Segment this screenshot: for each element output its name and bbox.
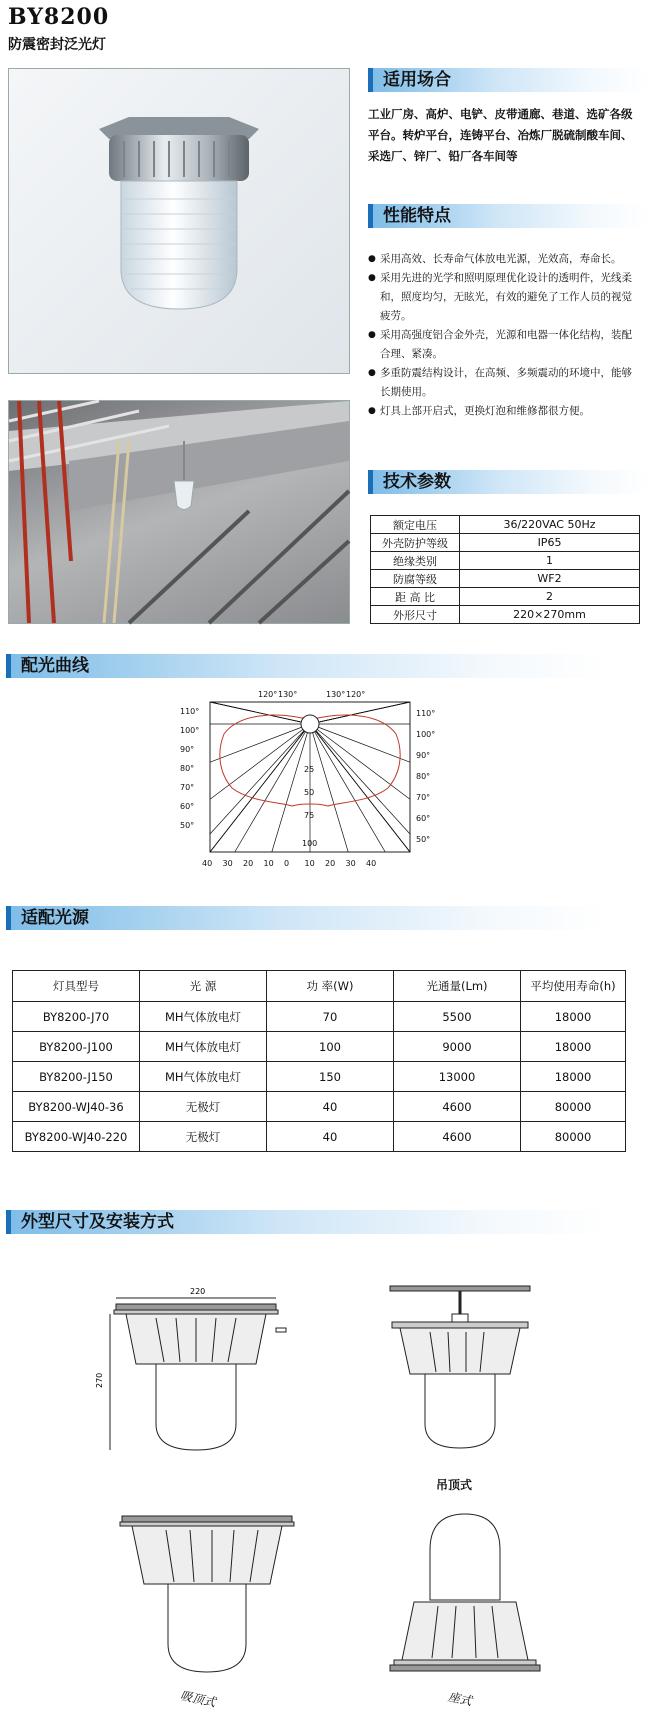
table-row (13, 1122, 626, 1152)
table-row (371, 552, 640, 570)
usage-text: 工业厂房、高炉、电铲、皮带通廊、巷道、选矿各级平台。转炉平台，连铸平台、冶炼厂脱硫制酸车间、采选厂、锌厂、铅厂各车间等 (368, 107, 633, 163)
feature-item: ● 多重防震结构设计，在高频、多频震动的环境中，能够长期使用。 (368, 364, 640, 402)
cell: BY8200-J70 (13, 1002, 140, 1032)
right-angle-label: 70° (416, 793, 431, 802)
cell: 9000 (394, 1032, 521, 1062)
right-angle-label: 100° (416, 730, 436, 739)
bottom-axis-label: 30 (345, 859, 356, 868)
top-angle-label: 120° (346, 690, 366, 699)
column-header: 光通量(Lm) (394, 971, 521, 1002)
top-angle-label: 130° (278, 690, 298, 699)
top-angle-label: 120° (258, 690, 278, 699)
curve-heading (6, 654, 611, 678)
bottom-axis-label: 10 (304, 859, 315, 868)
radial-label: 25 (304, 765, 315, 774)
column-header: 平均使用寿命(h) (521, 971, 626, 1002)
product-model: BY8200 (8, 4, 110, 30)
left-angle-label: 80° (180, 764, 195, 773)
tech-value: 220×270mm (460, 606, 640, 624)
ceiling-drawing (112, 1514, 302, 1684)
radial-label: 75 (304, 811, 315, 820)
column-header: 光 源 (140, 971, 267, 1002)
feature-item: ● 采用高强度铝合金外壳，光源和电器一体化结构，装配合理、紧凑。 (368, 326, 640, 364)
left-angle-label: 100° (180, 726, 200, 735)
tech-label: 额定电压 (371, 516, 460, 534)
tech-value: 2 (460, 588, 640, 606)
table-row (13, 1002, 626, 1032)
curve-title: 配光曲线 (21, 656, 89, 676)
left-angle-label: 60° (180, 802, 195, 811)
tech-label: 外形尺寸 (371, 606, 460, 624)
top-angle-label: 130° (326, 690, 346, 699)
features-heading (368, 204, 649, 228)
cell: 80000 (521, 1092, 626, 1122)
right-angle-label: 50° (416, 835, 431, 844)
pendant-drawing (380, 1284, 540, 1454)
height-dimension: 270 (95, 1372, 104, 1388)
cell: 18000 (521, 1002, 626, 1032)
tech-heading (368, 470, 649, 494)
feature-item: ● 采用高效、长寿命气体放电光源，光效高，寿命长。 (368, 250, 640, 269)
cell: 100 (267, 1032, 394, 1062)
sources-heading (6, 906, 611, 930)
tech-label: 绝缘类别 (371, 552, 460, 570)
cell: 70 (267, 1002, 394, 1032)
bottom-axis-label: 20 (243, 859, 254, 868)
cell: 40 (267, 1122, 394, 1152)
table-row (371, 534, 640, 552)
usage-heading (368, 68, 649, 92)
cell: BY8200-J100 (13, 1032, 140, 1062)
cell: 4600 (394, 1092, 521, 1122)
seat-caption: 座式 (446, 1689, 474, 1709)
cell: 80000 (521, 1122, 626, 1152)
radial-label: 100 (302, 839, 318, 848)
right-angle-label: 110° (416, 709, 436, 718)
bottom-axis-label: 10 (263, 859, 274, 868)
column-header: 灯具型号 (13, 971, 140, 1002)
sources-table (12, 970, 626, 1152)
product-photo (8, 68, 350, 374)
cell: 18000 (521, 1032, 626, 1062)
left-angle-label: 110° (180, 707, 200, 716)
radial-label: 50 (304, 788, 315, 797)
features-list (368, 250, 640, 421)
cell: MH气体放电灯 (140, 1032, 267, 1062)
bottom-axis-label: 0 (284, 859, 290, 868)
right-angle-label: 60° (416, 814, 431, 823)
cell: 无极灯 (140, 1092, 267, 1122)
right-angle-label: 90° (416, 751, 431, 760)
cell: 13000 (394, 1062, 521, 1092)
tech-value: 1 (460, 552, 640, 570)
feature-item: ● 采用先进的光学和照明原理优化设计的透明件，光线柔和，照度均匀，无眩光，有效的避免了工作人员的视觉疲劳。 (368, 269, 640, 326)
feature-item: ● 灯具上部开启式，更换灯泡和维修都很方便。 (368, 402, 640, 421)
cell: BY8200-WJ40-220 (13, 1122, 140, 1152)
cell: 40 (267, 1092, 394, 1122)
table-row (13, 1032, 626, 1062)
tech-table (370, 515, 640, 624)
light-curve-diagram (180, 684, 460, 874)
bottom-axis-label: 20 (325, 859, 336, 868)
left-angle-label: 50° (180, 821, 195, 830)
table-row (13, 1092, 626, 1122)
cell: BY8200-J150 (13, 1062, 140, 1092)
pendant-caption: 吊顶式 (436, 1478, 473, 1492)
bottom-axis-label: 40 (202, 859, 213, 868)
table-row (371, 588, 640, 606)
factory-scene (9, 401, 349, 623)
table-row (371, 606, 640, 624)
install-heading (6, 1210, 611, 1234)
sources-title: 适配光源 (21, 908, 89, 928)
lamp-origin (301, 715, 319, 733)
features-title: 性能特点 (383, 206, 451, 226)
lamp-illustration (9, 69, 349, 373)
seat-drawing (380, 1510, 550, 1690)
bottom-axis-label: 30 (222, 859, 233, 868)
cell: MH气体放电灯 (140, 1062, 267, 1092)
right-angle-label: 80° (416, 772, 431, 781)
tech-value: IP65 (460, 534, 640, 552)
installation-photo (8, 400, 350, 624)
cell: MH气体放电灯 (140, 1002, 267, 1032)
tech-value: WF2 (460, 570, 640, 588)
install-title: 外型尺寸及安装方式 (21, 1212, 174, 1232)
cell: 无极灯 (140, 1122, 267, 1152)
cell: 5500 (394, 1002, 521, 1032)
bottom-axis-label: 40 (366, 859, 377, 868)
left-angle-label: 90° (180, 745, 195, 754)
table-row (371, 570, 640, 588)
column-header: 功 率(W) (267, 971, 394, 1002)
table-row (13, 1062, 626, 1092)
cell: BY8200-WJ40-36 (13, 1092, 140, 1122)
cell: 4600 (394, 1122, 521, 1152)
table-header-row (13, 971, 626, 1002)
product-name: 防震密封泛光灯 (8, 37, 106, 53)
usage-title: 适用场合 (383, 70, 451, 90)
tech-title: 技术参数 (383, 472, 451, 492)
table-row (371, 516, 640, 534)
tech-value: 36/220VAC 50Hz (460, 516, 640, 534)
cell: 18000 (521, 1062, 626, 1092)
width-dimension: 220 (190, 1287, 206, 1296)
left-angle-label: 70° (180, 783, 195, 792)
dimension-drawing (96, 1284, 306, 1464)
tech-label: 外壳防护等级 (371, 534, 460, 552)
tech-label: 防腐等级 (371, 570, 460, 588)
tech-label: 距 高 比 (371, 588, 460, 606)
ceiling-caption: 吸顶式 (178, 1688, 217, 1710)
cell: 150 (267, 1062, 394, 1092)
